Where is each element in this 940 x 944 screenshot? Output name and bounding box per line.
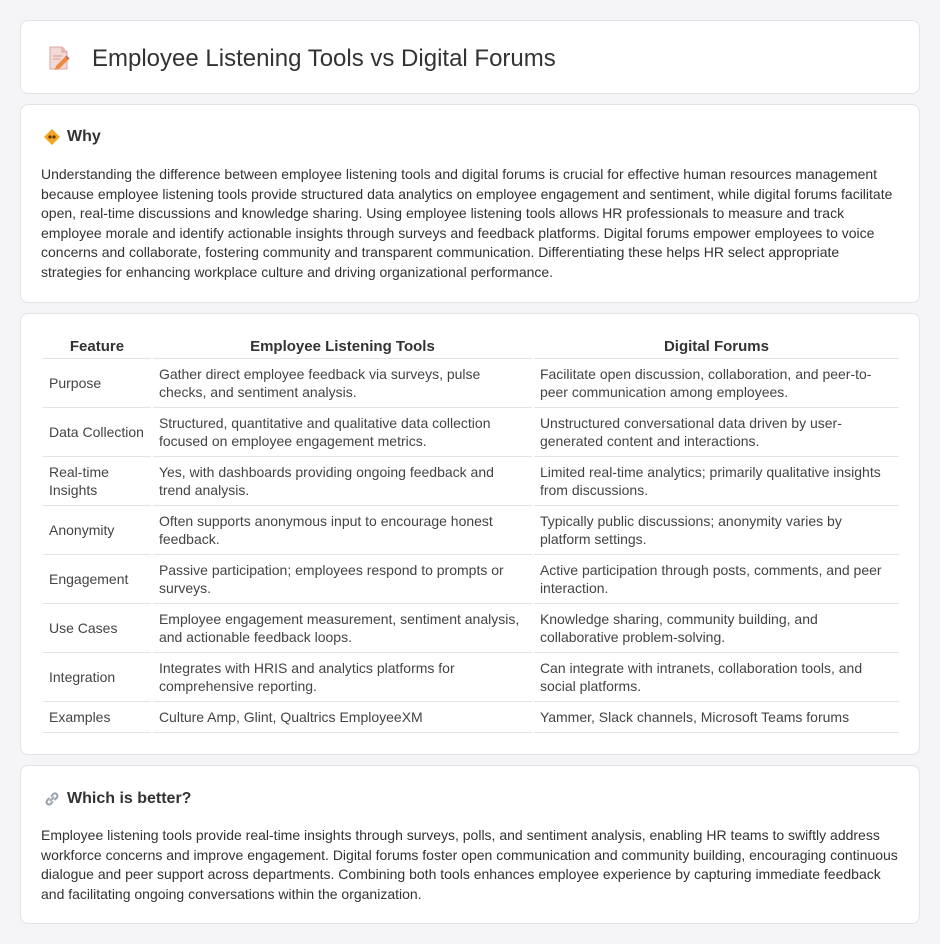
tools-cell: Often supports anonymous input to encourage honest feedback. [153, 506, 532, 555]
feature-cell: Purpose [43, 359, 151, 408]
better-heading: Which is better? [67, 790, 192, 807]
tools-cell: Yes, with dashboards providing ongoing feedback and trend analysis. [153, 457, 532, 506]
forums-cell: Typically public discussions; anonymity varies by platform settings. [534, 506, 899, 555]
tools-cell: Culture Amp, Glint, Qualtrics EmployeeXM [153, 702, 532, 733]
tools-cell: Employee engagement measurement, sentiment analysis, and actionable feedback loops. [153, 604, 532, 653]
column-header-tools: Employee Listening Tools [153, 336, 532, 359]
tools-cell: Structured, quantitative and qualitative data collection focused on employee engagement metrics. [153, 408, 532, 457]
feature-cell: Real-time Insights [43, 457, 151, 506]
table-row [43, 359, 899, 408]
table-row [43, 506, 899, 555]
feature-cell: Engagement [43, 555, 151, 604]
table-row [43, 555, 899, 604]
tools-cell: Passive participation; employees respond to prompts or surveys. [153, 555, 532, 604]
why-heading: Why [67, 128, 101, 145]
table-row [43, 457, 899, 506]
page-title: Employee Listening Tools vs Digital Forums [92, 45, 556, 72]
forums-cell: Facilitate open discussion, collaboration, and peer-to-peer communication among employees. [534, 359, 899, 408]
column-header-feature: Feature [43, 336, 151, 359]
column-header-forums: Digital Forums [534, 336, 899, 359]
forums-cell: Knowledge sharing, community building, and collaborative problem-solving. [534, 604, 899, 653]
table-row [43, 653, 899, 702]
why-heading-row [43, 127, 101, 147]
better-heading-row [43, 789, 191, 809]
why-section [20, 104, 920, 303]
why-text: Understanding the difference between employee listening tools and digital forums is crucial for effective human resources management because employee listening tools provide structured data analytics on employee engagement and sentiment, while digital forums facilitate open, real-time discussions and knowledge sharing. Using employee listening tools allows HR professionals to measure and track employee morale and identify actionable insights through surveys and feedback platforms. Digital forums empower employees to voice concerns and collaborate, fostering community and transparent communication. Differentiating these helps HR select appropriate strategies for enhancing workplace culture and driving organizational performance. [41, 166, 893, 280]
forums-cell: Can integrate with intranets, collaboration tools, and social platforms. [534, 653, 899, 702]
comparison-section [20, 313, 920, 755]
which-is-better-section [20, 765, 920, 924]
table-header-row [43, 336, 899, 359]
table-row [43, 408, 899, 457]
feature-cell: Data Collection [43, 408, 151, 457]
tools-cell: Gather direct employee feedback via surveys, pulse checks, and sentiment analysis. [153, 359, 532, 408]
forums-cell: Unstructured conversational data driven by user-generated content and interactions. [534, 408, 899, 457]
diamond-warning-icon [43, 128, 61, 146]
table-row [43, 604, 899, 653]
header-card [20, 20, 920, 94]
forums-cell: Limited real-time analytics; primarily qualitative insights from discussions. [534, 457, 899, 506]
feature-cell: Examples [43, 702, 151, 733]
feature-cell: Integration [43, 653, 151, 702]
tools-cell: Integrates with HRIS and analytics platforms for comprehensive reporting. [153, 653, 532, 702]
forums-cell: Active participation through posts, comments, and peer interaction. [534, 555, 899, 604]
document-pencil-icon [47, 45, 71, 71]
comparison-table [41, 336, 901, 733]
feature-cell: Anonymity [43, 506, 151, 555]
feature-cell: Use Cases [43, 604, 151, 653]
link-icon [43, 790, 61, 808]
forums-cell: Yammer, Slack channels, Microsoft Teams forums [534, 702, 899, 733]
table-row [43, 702, 899, 733]
better-text: Employee listening tools provide real-time insights through surveys, polls, and sentiment analysis, enabling HR teams to swiftly address workforce concerns and improve engagement. Digital forums foster open communication and community building, encouraging continuous dialogue and peer support across departments. Combining both tools enhances employee experience by capturing immediate feedback and facilitating ongoing conversations within the organization. [41, 827, 898, 902]
